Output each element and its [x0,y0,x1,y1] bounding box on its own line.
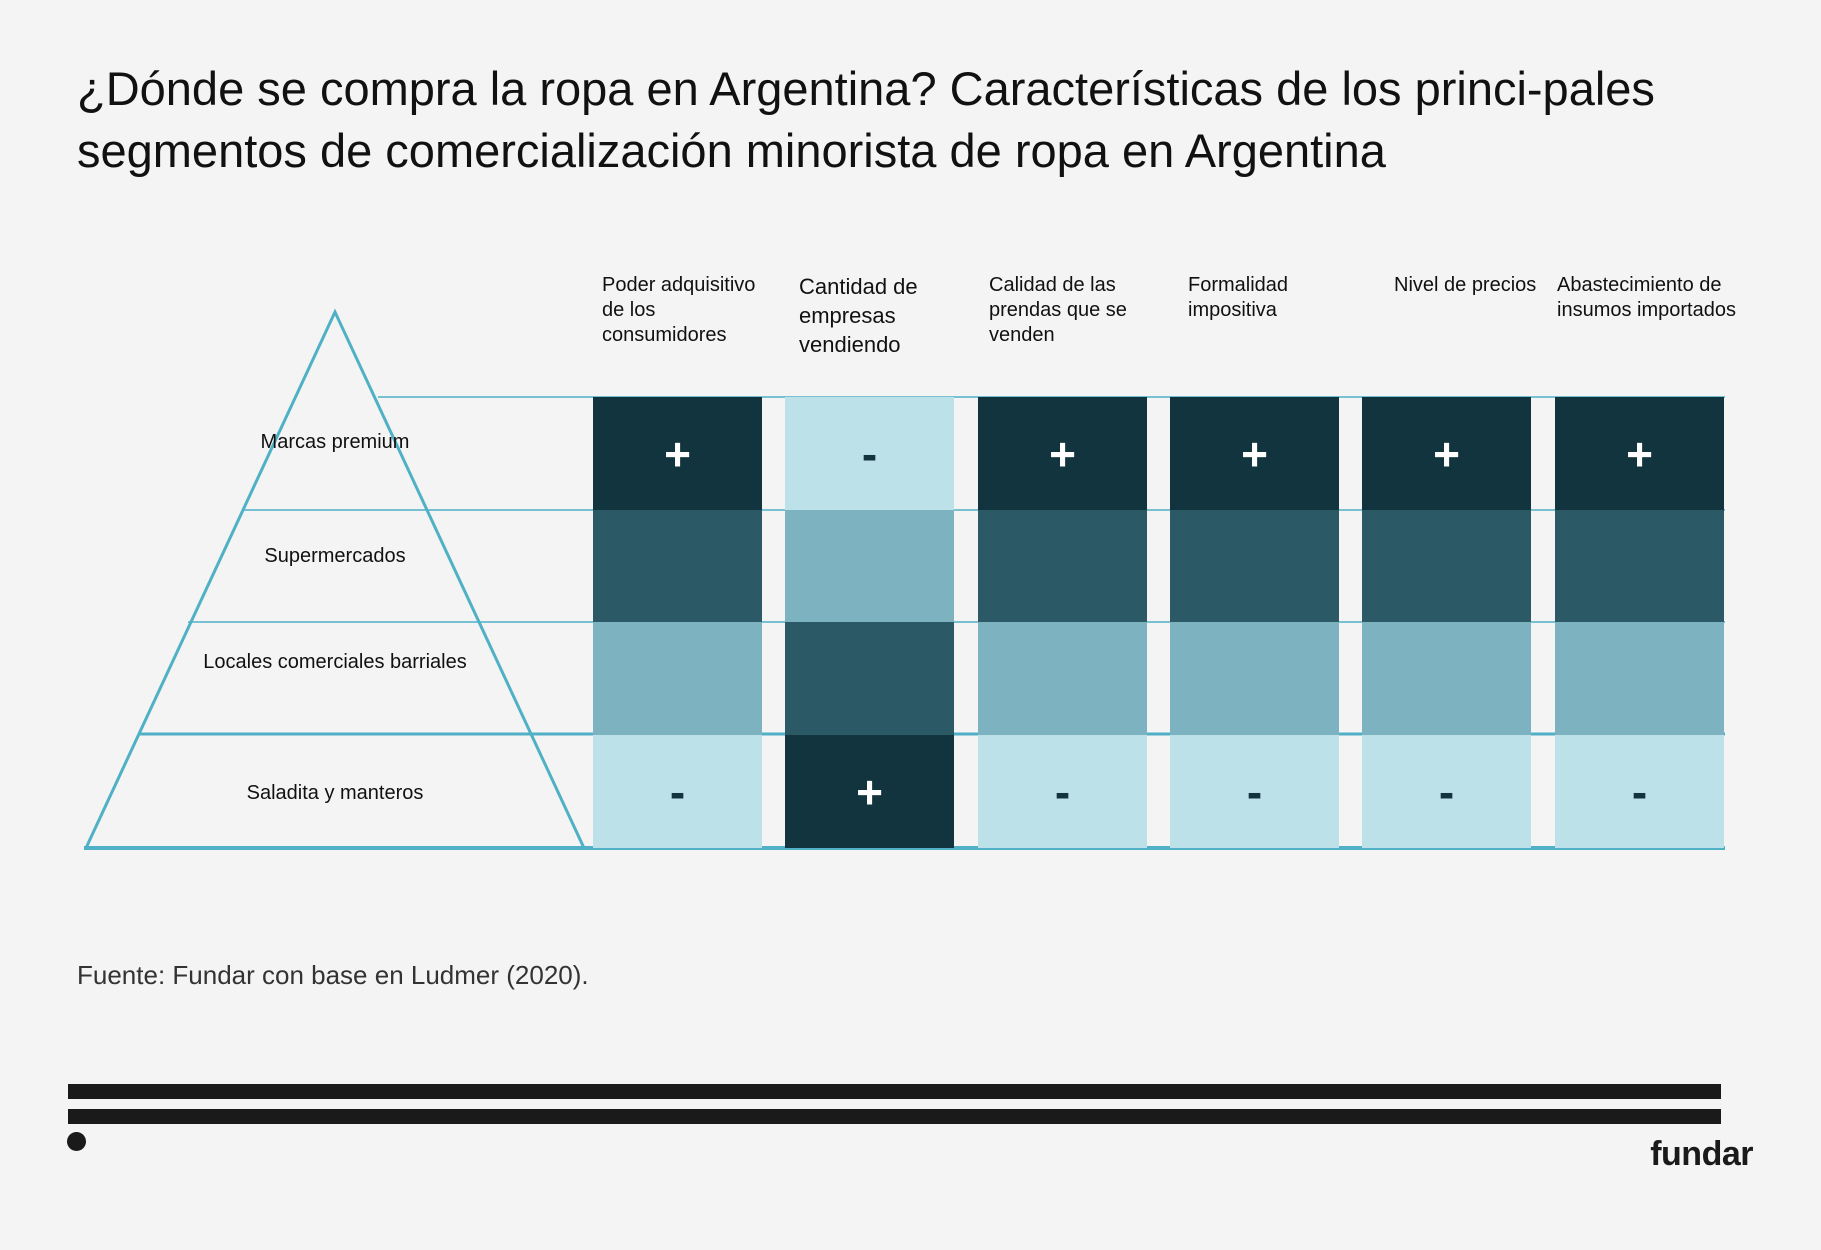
cell-premium-precios: + [1362,397,1531,510]
row-label-supermercados: Supermercados [264,545,406,567]
pyramid-outline [86,312,584,848]
cell-saladita-insumos: - [1555,735,1724,848]
cell-saladita-cantidad: + [785,735,954,848]
cell-premium-insumos: + [1555,397,1724,510]
row-label-locales-barriales: Locales comerciales barriales [203,651,467,673]
source-note: Fuente: Fundar con base en Ludmer (2020). [77,960,589,990]
cell-super-calidad [978,510,1147,623]
cell-saladita-formalidad: - [1170,735,1339,848]
chart-title: ¿Dónde se compra la ropa en Argentina? Características de los princi-pales segmentos de comercialización minorista de ropa en Argentina [77,62,1655,177]
cell-saladita-poder: - [593,735,762,848]
fundar-logo: fundar [1650,1135,1753,1173]
cell-locales-precios [1362,622,1531,735]
cell-locales-cantidad [785,622,954,735]
footer-dot [67,1132,86,1151]
cell-locales-formalidad [1170,622,1339,735]
cell-super-precios [1362,510,1531,623]
cell-premium-poder: + [593,397,762,510]
cell-saladita-precios: - [1362,735,1531,848]
cell-saladita-calidad: - [978,735,1147,848]
cell-locales-calidad [978,622,1147,735]
cell-super-insumos [1555,510,1724,623]
footer-rule-top [68,1084,1721,1099]
row-label-marcas-premium: Marcas premium [260,431,410,453]
column-header-formalidad: Formalidad impositiva [1188,274,1289,321]
cell-premium-formalidad: + [1170,397,1339,510]
cell-locales-poder [593,622,762,735]
cell-premium-calidad: + [978,397,1147,510]
cell-locales-insumos [1555,622,1724,735]
cell-premium-cantidad: - [785,397,954,510]
column-header-calidad-prendas: Calidad de las prendas que se venden [989,274,1127,346]
cell-super-formalidad [1170,510,1339,623]
column-header-nivel-precios: Nivel de precios [1394,274,1537,296]
column-header-cantidad-empresas: Cantidad de empresas vendiendo [799,274,918,357]
column-header-abastecimiento: Abastecimiento de insumos importados [1557,274,1736,321]
cell-super-cantidad [785,510,954,623]
row-label-saladita-manteros: Saladita y manteros [246,782,424,804]
footer-rule-bottom [68,1109,1721,1124]
cell-super-poder [593,510,762,623]
column-header-poder-adquisitivo: Poder adquisitivo de los consumidores [602,274,756,346]
